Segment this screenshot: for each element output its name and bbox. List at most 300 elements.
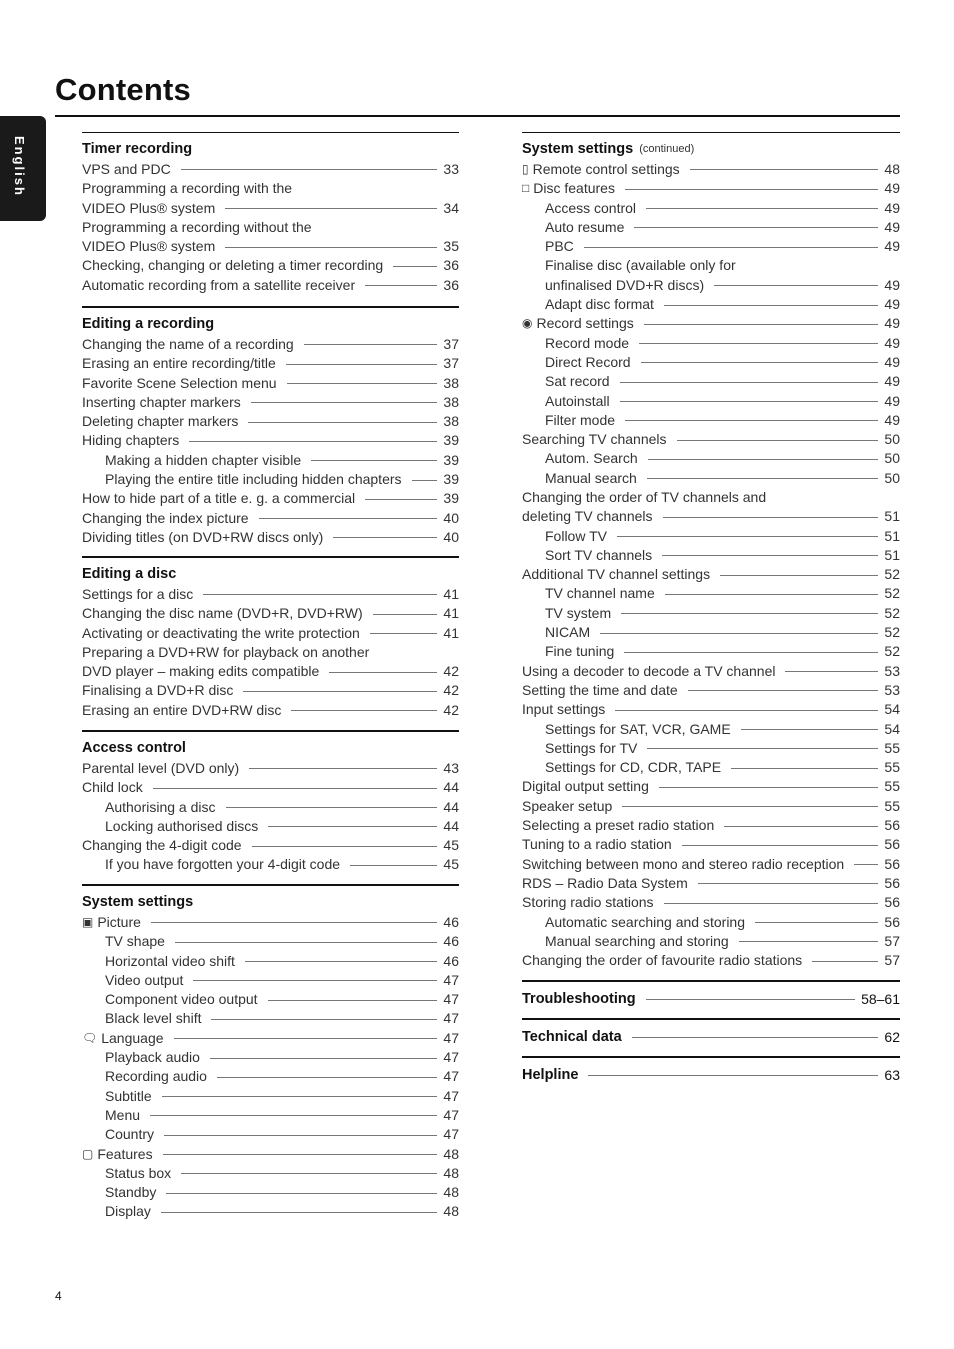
toc-entry[interactable]	[522, 352, 900, 371]
leader-line	[663, 517, 879, 518]
title-divider	[55, 115, 900, 117]
entry-label	[522, 161, 680, 177]
leader-line	[329, 672, 437, 673]
leader-line	[162, 1096, 438, 1097]
entry-text: Fine tuning	[545, 643, 615, 660]
entry-label	[522, 508, 653, 524]
leader-line	[682, 845, 879, 846]
toc-entry[interactable]	[522, 603, 900, 622]
page-ref: 39	[443, 432, 459, 449]
page-ref: 38	[443, 374, 459, 391]
entry-label	[82, 413, 238, 429]
entry-text: unfinalised DVD+R discs)	[545, 276, 705, 293]
entry-label	[522, 663, 775, 679]
toc-entry[interactable]	[82, 236, 459, 255]
page-ref: 56	[884, 817, 900, 834]
leader-line	[150, 1115, 437, 1116]
toc-entry[interactable]	[82, 373, 459, 392]
leader-line	[373, 614, 438, 615]
toc-entry[interactable]	[522, 642, 900, 661]
entry-label	[545, 585, 655, 601]
toc-entry[interactable]	[82, 1202, 459, 1221]
entry-text: TV channel name	[545, 585, 655, 602]
page-ref: 36	[443, 257, 459, 274]
page-ref: 37	[443, 355, 459, 372]
entry-label	[82, 586, 193, 602]
section-title-text: Timer recording	[82, 141, 193, 157]
entry-label	[105, 1088, 152, 1104]
toc-entry[interactable]	[82, 835, 459, 854]
leader-line	[731, 768, 878, 769]
toc-entry[interactable]	[522, 912, 900, 931]
leader-line	[641, 362, 879, 363]
toc-entry[interactable]	[522, 294, 900, 313]
entry-text: Settings for CD, CDR, TAPE	[545, 759, 722, 776]
leader-line	[724, 826, 878, 827]
leader-line	[304, 344, 438, 345]
toc-entry[interactable]	[82, 198, 459, 217]
entry-label	[82, 914, 141, 930]
section-divider	[522, 1056, 900, 1058]
page-ref: 39	[443, 490, 459, 507]
leader-line	[175, 942, 437, 943]
toc-entry[interactable]	[522, 680, 900, 699]
toc-entry[interactable]	[82, 1105, 459, 1124]
toc-entry[interactable]	[522, 429, 900, 448]
toc-entry[interactable]	[522, 217, 900, 236]
leader-line	[243, 691, 437, 692]
toc-entry[interactable]	[82, 275, 459, 294]
toc-entry[interactable]	[82, 661, 459, 680]
toc-entry[interactable]	[82, 778, 459, 797]
page-ref: 46	[443, 913, 459, 930]
entry-label	[545, 393, 610, 409]
page-ref: 52	[884, 643, 900, 660]
entry-label	[545, 373, 610, 389]
entry-text: Input settings	[522, 701, 606, 718]
toc-entry[interactable]	[522, 893, 900, 912]
entry-label	[82, 605, 363, 621]
section-title-text: Editing a disc	[82, 566, 177, 582]
page-ref: 36	[443, 276, 459, 293]
entry-text: Settings for TV	[545, 739, 638, 756]
page-ref: 53	[884, 681, 900, 698]
toc-entry[interactable]	[82, 1067, 459, 1086]
entry-label	[545, 335, 629, 351]
toc-entry[interactable]	[82, 392, 459, 411]
page-ref: 46	[443, 952, 459, 969]
leader-line	[161, 1212, 438, 1213]
leader-line	[268, 826, 437, 827]
entry-label	[82, 432, 179, 448]
toc-entry[interactable]	[82, 159, 459, 178]
toc-entry[interactable]	[82, 489, 459, 508]
entry-text: Switching between mono and stereo radio reception	[522, 855, 845, 872]
entry-text: Programming a recording without the	[82, 218, 312, 235]
entry-text: Playback audio	[105, 1049, 200, 1066]
entry-text: TV shape	[105, 933, 165, 950]
toc-entry[interactable]	[82, 411, 459, 430]
leader-line	[664, 305, 878, 306]
leader-line	[624, 652, 878, 653]
page-ref: 58–61	[861, 990, 900, 1007]
leader-line	[174, 1038, 438, 1039]
toc-entry[interactable]	[82, 1028, 459, 1047]
entry-text: Playing the entire title including hidden chapters	[105, 471, 402, 488]
entry-label	[545, 296, 654, 312]
entry-label	[545, 914, 745, 930]
entry-text: Deleting chapter markers	[82, 413, 239, 430]
entry-label	[105, 1126, 154, 1142]
toc-entry-technical-data[interactable]	[522, 1027, 900, 1046]
entry-label	[522, 875, 688, 891]
entry-label	[545, 277, 704, 293]
page-ref: 40	[443, 509, 459, 526]
page-ref: 49	[884, 353, 900, 370]
entry-label	[82, 394, 241, 410]
toc-entry[interactable]	[522, 333, 900, 352]
leader-line	[755, 922, 878, 923]
page-ref: 47	[443, 1010, 459, 1027]
page-ref: 44	[443, 798, 459, 815]
continued-note: (continued)	[639, 143, 695, 155]
entry-label	[545, 528, 607, 544]
toc-entry[interactable]	[82, 469, 459, 488]
entry-label	[105, 1184, 156, 1200]
entry-label	[545, 759, 721, 775]
leader-line	[620, 401, 879, 402]
toc-entry[interactable]	[82, 951, 459, 970]
entry-text: Changing the order of favourite radio stations	[522, 952, 803, 969]
leader-line	[166, 1193, 437, 1194]
leader-line	[741, 729, 879, 730]
toc-entry[interactable]	[82, 1125, 459, 1144]
toc-entry[interactable]	[522, 873, 900, 892]
section-technical-data	[522, 1018, 900, 1046]
toc-entry[interactable]	[82, 1144, 459, 1163]
toc-entry[interactable]	[522, 314, 900, 333]
toc-entry[interactable]	[82, 912, 459, 931]
toc-entry[interactable]	[522, 584, 900, 603]
entry-label	[545, 933, 729, 949]
entry-label	[545, 354, 631, 370]
toc-entry[interactable]	[522, 661, 900, 680]
entry-text: VIDEO Plus® system	[82, 238, 216, 255]
toc-entry[interactable]	[522, 507, 900, 526]
page-ref: 57	[884, 932, 900, 949]
leader-line	[600, 633, 878, 634]
leader-line	[193, 980, 437, 981]
page-ref: 42	[443, 682, 459, 699]
entry-label	[545, 547, 652, 563]
toc-entry[interactable]	[522, 835, 900, 854]
page-ref: 37	[443, 335, 459, 352]
page-ref: 48	[443, 1164, 459, 1181]
toc-entry	[82, 217, 459, 236]
page-ref: 48	[443, 1184, 459, 1201]
leader-line	[647, 748, 878, 749]
entry-label	[82, 200, 215, 216]
entry-text: If you have forgotten your 4-digit code	[105, 856, 341, 873]
entry-label: Helpline	[522, 1066, 579, 1083]
leader-line	[259, 518, 438, 519]
language-tab-label: English	[12, 136, 27, 197]
toc-entry[interactable]	[522, 236, 900, 255]
toc-entry[interactable]	[82, 623, 459, 642]
page-ref: 55	[884, 778, 900, 795]
entry-text: VPS and PDC	[82, 160, 171, 177]
page-ref: 43	[443, 759, 459, 776]
entry-text: VIDEO Plus® system	[82, 199, 216, 216]
section-title	[82, 315, 459, 334]
toc-entry[interactable]	[82, 604, 459, 623]
entry-text: How to hide part of a title e. g. a commercial	[82, 490, 356, 507]
page-ref: 49	[884, 199, 900, 216]
toc-entry[interactable]	[522, 372, 900, 391]
leader-line	[226, 807, 438, 808]
record-icon: ◉	[522, 316, 533, 331]
entry-label	[105, 991, 258, 1007]
entry-label	[105, 1049, 200, 1065]
leader-line	[646, 208, 878, 209]
toc-entry[interactable]	[522, 777, 900, 796]
entry-label	[522, 431, 667, 447]
entry-label	[82, 663, 319, 679]
entry-label	[82, 760, 239, 776]
entry-label	[522, 566, 710, 582]
leader-line	[252, 846, 438, 847]
toc-entry[interactable]	[522, 796, 900, 815]
toc-entry[interactable]	[522, 545, 900, 564]
leader-line	[225, 247, 437, 248]
toc-entry-troubleshooting[interactable]	[522, 989, 900, 1008]
leader-line	[181, 169, 438, 170]
toc-entry[interactable]	[522, 526, 900, 545]
entry-text: deleting TV channels	[522, 508, 653, 525]
leader-line	[248, 422, 437, 423]
toc-entry[interactable]	[82, 700, 459, 719]
leader-line	[677, 440, 879, 441]
leader-line	[210, 1058, 437, 1059]
toc-entry[interactable]	[82, 816, 459, 835]
toc-entry[interactable]	[522, 449, 900, 468]
entry-text: NICAM	[545, 624, 591, 641]
page-ref: 47	[443, 1049, 459, 1066]
page-ref: 42	[443, 701, 459, 718]
entry-text: Dividing titles (on DVD+RW discs only)	[82, 528, 324, 545]
entry-label	[522, 856, 844, 872]
entry-text: Standby	[105, 1184, 157, 1201]
leader-line	[625, 420, 878, 421]
entry-label	[82, 375, 277, 391]
section-editing-a-disc	[82, 556, 459, 719]
page-ref: 45	[443, 856, 459, 873]
page-ref: 57	[884, 952, 900, 969]
leader-line	[625, 189, 878, 190]
entry-text: Sort TV channels	[545, 546, 653, 563]
leader-line	[412, 480, 438, 481]
entry-text: Favorite Scene Selection menu	[82, 374, 277, 391]
toc-entry[interactable]	[522, 179, 900, 198]
page-ref: 53	[884, 662, 900, 679]
leader-line	[690, 169, 879, 170]
toc-entry	[522, 256, 900, 275]
entry-text: Additional TV channel settings	[522, 566, 711, 583]
entry-text: Direct Record	[545, 353, 631, 370]
entry-label	[105, 1068, 207, 1084]
toc-entry[interactable]	[522, 275, 900, 294]
toc-entry[interactable]	[82, 1182, 459, 1201]
page-ref: 47	[443, 1029, 459, 1046]
entry-text: Changing the 4-digit code	[82, 837, 242, 854]
page-ref: 45	[443, 837, 459, 854]
toc-entry[interactable]	[522, 410, 900, 429]
entry-text: Record mode	[545, 334, 630, 351]
entry-text: Access control	[545, 199, 637, 216]
toc-entry-helpline[interactable]	[522, 1065, 900, 1084]
toc-entry[interactable]	[522, 950, 900, 969]
leader-line	[291, 710, 437, 711]
section-title-text: System settings	[82, 894, 194, 910]
page-ref: 48	[443, 1145, 459, 1162]
toc-entry[interactable]	[82, 354, 459, 373]
leader-line	[785, 671, 878, 672]
toc-entry[interactable]	[82, 681, 459, 700]
leader-line	[333, 537, 437, 538]
toc-entry[interactable]	[82, 1009, 459, 1028]
entry-text: Changing the name of a recording	[82, 335, 294, 352]
entry-label	[82, 238, 215, 254]
leader-line	[225, 208, 437, 209]
toc-entry[interactable]	[82, 431, 459, 450]
entry-text: Making a hidden chapter visible	[105, 451, 302, 468]
leader-line	[688, 690, 879, 691]
page-ref: 50	[884, 431, 900, 448]
entry-text: Horizontal video shift	[105, 952, 235, 969]
toc-entry[interactable]	[82, 527, 459, 546]
entry-label	[545, 412, 615, 428]
entry-text: Programming a recording with the	[82, 180, 293, 197]
leader-line	[854, 864, 878, 865]
entry-label	[82, 1030, 164, 1046]
toc-entry[interactable]	[522, 565, 900, 584]
leader-line	[648, 459, 879, 460]
toc-entry[interactable]	[82, 1163, 459, 1182]
entry-text: Child lock	[82, 779, 143, 796]
toc-entry[interactable]	[522, 758, 900, 777]
toc-entry[interactable]	[82, 797, 459, 816]
toc-entry[interactable]	[82, 989, 459, 1008]
toc-entry[interactable]	[522, 468, 900, 487]
page-ref: 48	[884, 160, 900, 177]
leader-line	[181, 1173, 437, 1174]
leader-line	[720, 575, 878, 576]
page-ref: 49	[884, 373, 900, 390]
toc-entry	[522, 487, 900, 506]
toc-entry[interactable]	[82, 508, 459, 527]
leader-line	[588, 1075, 878, 1076]
toc-entry[interactable]	[82, 1086, 459, 1105]
section-helpline	[522, 1056, 900, 1084]
toc-entry[interactable]	[82, 1047, 459, 1066]
toc-entry[interactable]	[82, 932, 459, 951]
entry-text: Changing the disc name (DVD+R, DVD+RW)	[82, 605, 363, 622]
page-ref: 41	[443, 605, 459, 622]
entry-label	[105, 953, 235, 969]
entry-text: Finalise disc (available only for	[545, 257, 736, 274]
entry-text: Searching TV channels	[522, 431, 667, 448]
entry-label	[522, 894, 654, 910]
section-title	[82, 140, 459, 159]
entry-label	[545, 643, 614, 659]
toc-entry[interactable]	[522, 854, 900, 873]
remote-icon: ▯	[522, 161, 529, 176]
entry-label	[82, 625, 360, 641]
entry-label	[82, 779, 143, 795]
toc-entry[interactable]	[82, 970, 459, 989]
entry-text: RDS – Radio Data System	[522, 874, 688, 891]
entry-label	[82, 257, 383, 273]
entry-text: Menu	[105, 1106, 141, 1123]
toc-entry[interactable]	[522, 700, 900, 719]
section-divider	[522, 1018, 900, 1020]
toc-entry[interactable]	[522, 738, 900, 757]
toc-entry[interactable]	[82, 584, 459, 603]
toc-entry[interactable]	[82, 450, 459, 469]
toc-entry[interactable]	[82, 855, 459, 874]
toc-entry[interactable]	[82, 758, 459, 777]
page-ref: 35	[443, 238, 459, 255]
entry-text: Video output	[105, 971, 184, 988]
leader-line	[639, 343, 878, 344]
leader-line	[632, 1037, 879, 1038]
leader-line	[370, 633, 438, 634]
entry-text: Disc features	[533, 180, 615, 197]
entry-text: Locking authorised discs	[105, 817, 259, 834]
entry-label	[82, 529, 323, 545]
toc-entry[interactable]	[522, 198, 900, 217]
leader-line	[622, 806, 878, 807]
toc-entry[interactable]	[522, 931, 900, 950]
page-ref: 34	[443, 199, 459, 216]
section-system-settings	[522, 132, 900, 970]
entry-label	[545, 470, 637, 486]
page-title: Contents	[55, 72, 191, 107]
toc-entry[interactable]	[522, 622, 900, 641]
section-divider	[82, 132, 459, 133]
toc-entry[interactable]	[522, 159, 900, 178]
entry-label	[522, 682, 678, 698]
leader-line	[620, 382, 879, 383]
toc-entry[interactable]	[522, 391, 900, 410]
toc-entry[interactable]	[522, 719, 900, 738]
leader-line	[203, 594, 437, 595]
page-ref: 49	[884, 276, 900, 293]
section-access-control	[82, 730, 459, 874]
section-editing-a-recording	[82, 306, 459, 547]
toc-entry[interactable]	[522, 815, 900, 834]
toc-entry[interactable]	[82, 256, 459, 275]
page-ref: 55	[884, 797, 900, 814]
entry-text: DVD player – making edits compatible	[82, 663, 320, 680]
section-title	[82, 565, 459, 584]
page-ref: 54	[884, 701, 900, 718]
entry-label	[82, 510, 249, 526]
toc-entry[interactable]	[82, 334, 459, 353]
leader-line	[664, 903, 879, 904]
page-ref: 52	[884, 585, 900, 602]
leader-line	[211, 1019, 437, 1020]
